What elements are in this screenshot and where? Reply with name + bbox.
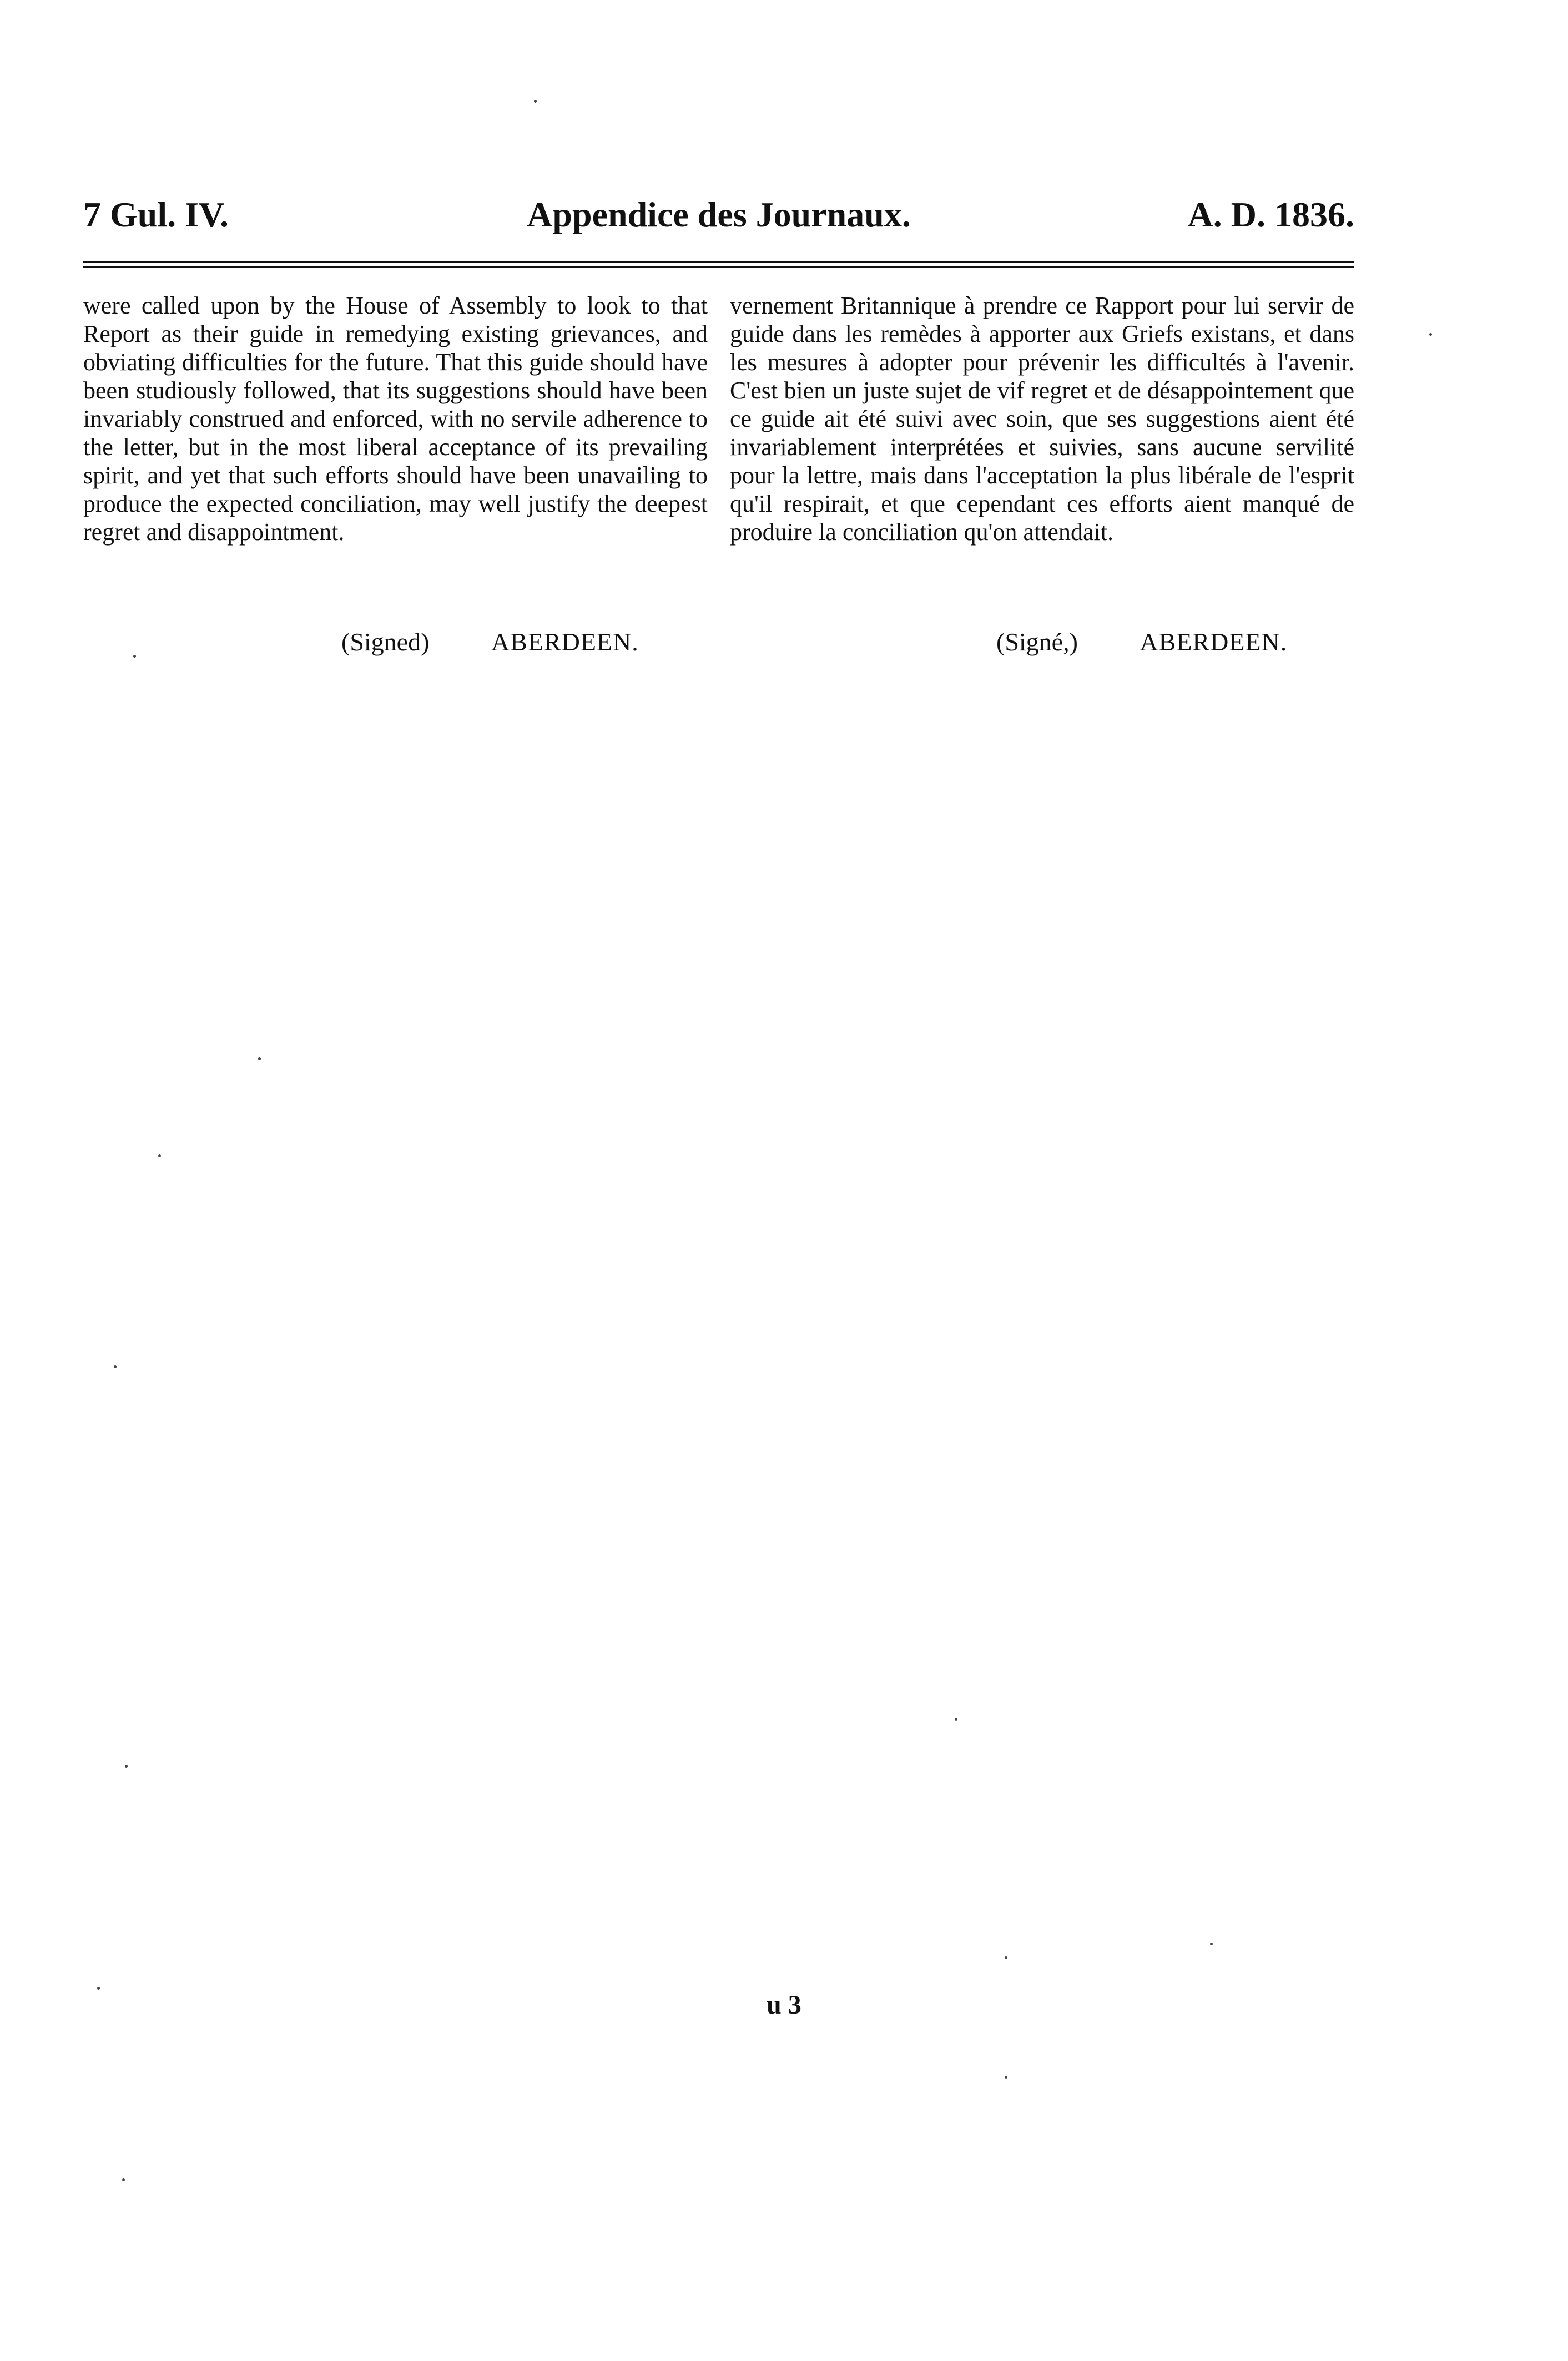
page-signature-mark: u 3 xyxy=(767,1990,801,2020)
scan-speck xyxy=(1005,1956,1007,1959)
year-of-our-lord: A. D. 1836. xyxy=(1187,195,1354,234)
english-column: were called upon by the House of Assembly to look to that Report as their guide in remedying existing grievances, and obviating difficulties for the future. That this guide should have been studiously followed, that its suggestions should have been invariably construed and enforced, with no servile adherence to the letter, but in the most liberal acceptance of its prevailing spirit, and yet that such efforts should have been unavailing to produce the expected conciliation, may well justify the deepest regret and disappointment. xyxy=(83,292,708,546)
header-rule-thick xyxy=(83,261,1354,263)
signatory-name: ABERDEEN. xyxy=(1140,628,1288,656)
scan-speck xyxy=(133,655,136,658)
scan-speck xyxy=(97,1987,100,1990)
scan-speck xyxy=(258,1057,261,1060)
header-rule xyxy=(83,261,1354,272)
scan-speck xyxy=(125,1765,128,1768)
scan-speck xyxy=(1429,333,1432,336)
signed-label: (Signé,) xyxy=(996,628,1078,656)
scan-speck xyxy=(955,1718,957,1721)
french-signature xyxy=(996,627,1287,657)
signatory-name: ABERDEEN. xyxy=(491,628,639,656)
scan-speck xyxy=(114,1365,117,1368)
scan-speck xyxy=(534,100,537,103)
journal-title: Appendice des Journaux. xyxy=(527,195,911,234)
signed-label: (Signed) xyxy=(341,628,430,656)
running-header xyxy=(83,194,1354,244)
scan-speck xyxy=(1210,1943,1213,1945)
scan-speck xyxy=(122,2178,125,2181)
scan-speck xyxy=(158,1154,161,1157)
scan-speck xyxy=(1005,2076,1007,2079)
header-rule-thin xyxy=(83,266,1354,268)
english-signature xyxy=(341,627,639,657)
french-column: vernement Britannique à prendre ce Rapport pour lui servir de guide dans les remèdes à apporter aux Griefs existans, et dans les mesures à adopter pour prévenir les difficultés à l'avenir. C'est bien un juste sujet de vif regret et de désappointement que ce guide ait été suivi avec soin, que ses suggestions aient été invariablement interprétées et suivies, sans aucune servilité pour la lettre, mais dans l'acceptation la plus libérale de l'esprit qu'il respirait, et que cependant ces efforts aient manqué de produire la conciliation qu'on attendait. xyxy=(730,292,1354,546)
regnal-year: 7 Gul. IV. xyxy=(83,195,229,234)
